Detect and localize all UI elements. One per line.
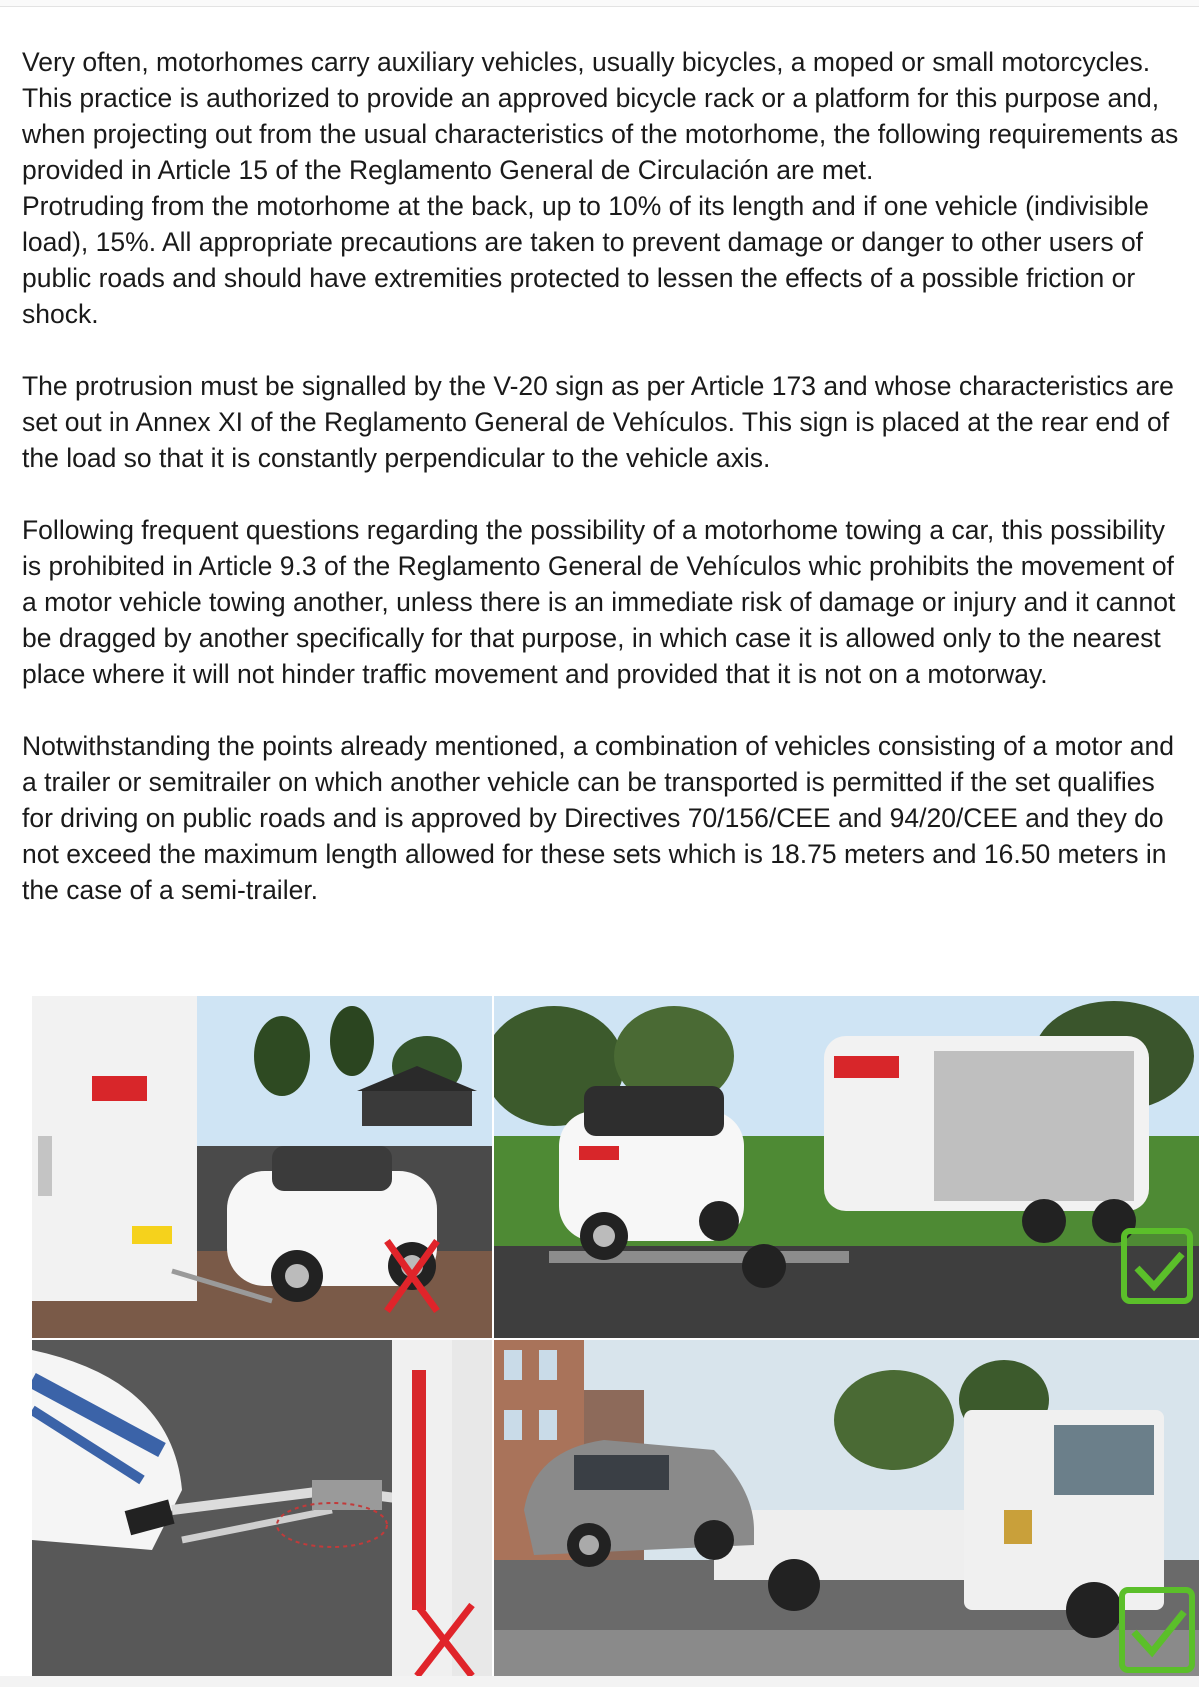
paragraph-auxiliary-vehicles: Very often, motorhomes carry auxiliary vehicles, usually bicycles, a moped or small motorcycles. This practice is authorized to provide an approved bicycle rack or a platform for this purpose and, when projecting out from the usual characteristics of the motorhome, the following requirements as provided in Article 15 of the Reglamento General de Circulación are met. xyxy=(22,47,1179,185)
paragraph-v20-sign: The protrusion must be signalled by the V-20 sign as per Article 173 and whose characteristics are set out in Annex XI of the Reglamento General de Vehículos. This sign is placed at the rear end of the load so that it is constantly perpendicular to the vehicle axis. xyxy=(22,371,1174,473)
top-divider xyxy=(0,0,1199,7)
bottom-divider xyxy=(0,1676,1199,1687)
article-body xyxy=(22,44,1182,908)
paragraph-spacer xyxy=(22,332,1182,368)
paragraph-towing-prohibited: Following frequent questions regarding the possibility of a motorhome towing a car, this possibility is prohibited in Article 9.3 of the Reglamento General de Vehículos whic prohibits the movement of a motor vehicle towing another, unless there is an immediate risk of damage or injury and it cannot be dragged by another specifically for that purpose, in which case it is allowed only to the nearest place where it will not hinder traffic movement and provided that it is not on a motorway. xyxy=(22,515,1176,689)
photo-towbar-closeup xyxy=(32,1340,492,1676)
paragraph-spacer xyxy=(22,692,1182,728)
photo-motorhome-towing-car xyxy=(32,996,492,1338)
paragraph-spacer xyxy=(22,476,1182,512)
paragraph-protrusion-limits: Protruding from the motorhome at the back, up to 10% of its length and if one vehicle (indivisible load), 15%. All appropriate precautions are taken to prevent damage or danger to other users of public roads and should have extremities protected to lessen the effects of a possible friction or shock. xyxy=(22,191,1149,329)
photo-motorhome-car-trailer xyxy=(494,996,1199,1338)
photo-tow-truck-recovery xyxy=(494,1340,1199,1676)
towing-examples-collage xyxy=(0,996,1199,1676)
paragraph-trailer-combination: Notwithstanding the points already mentioned, a combination of vehicles consisting of a motor and a trailer or semitrailer on which another vehicle can be transported is permitted if the set qualifies for driving on public roads and is approved by Directives 70/156/CEE and 94/20/CEE and they do not exceed the maximum length allowed for these sets which is 18.75 meters and 16.50 meters in the case of a semi-trailer. xyxy=(22,731,1174,905)
